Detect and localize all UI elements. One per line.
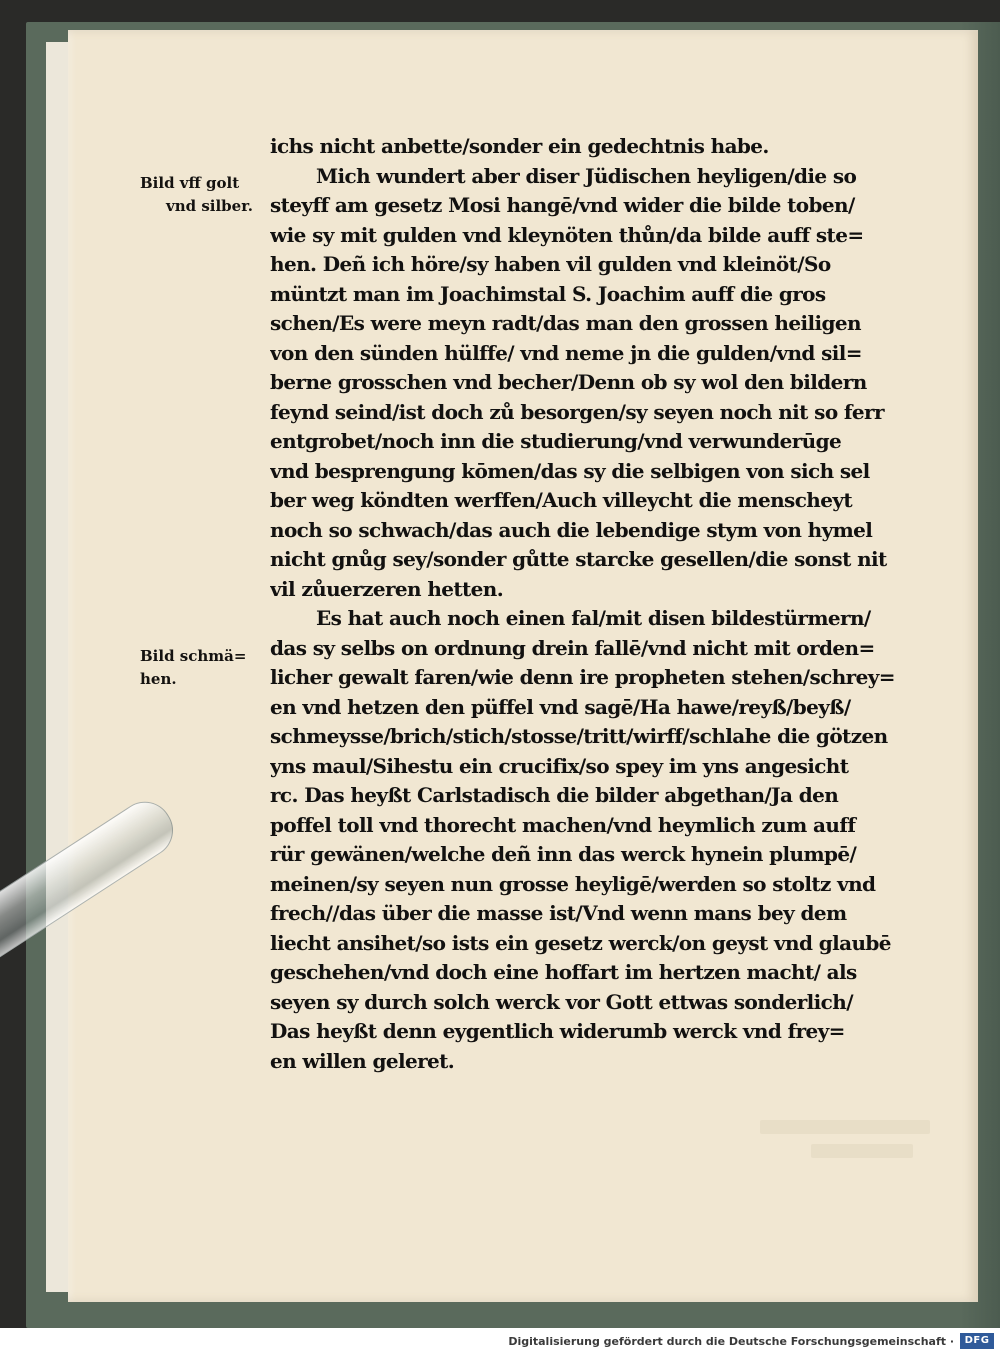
text-line: vnd besprengung kōmen/das sy die selbigen von sich sel [270, 458, 870, 483]
text-line: hen. Deñ ich höre/sy haben vil gulden vnd kleinöt/So [270, 252, 831, 276]
text-line: en willen geleret. [270, 1048, 455, 1073]
text-line: poffel toll vnd thorecht machen/vnd heymlich zum auff [270, 812, 856, 837]
text-line: feynd seind/ist doch zů besorgen/sy seyen noch nit so ferr [270, 399, 884, 424]
text-line: Es hat auch noch einen fal/mit disen bildestürmern/ [316, 606, 871, 630]
text-line: nicht gnůg sey/sonder gůtte starcke gesellen/die sonst nit [270, 547, 887, 571]
text-line: das sy selbs on ordnung drein fallē/vnd nicht mit orden= [270, 635, 875, 660]
text-line: vil zůuerzeren hetten. [270, 576, 504, 601]
margin-note-line: hen. [140, 670, 177, 688]
text-line: müntzt man im Joachimstal S. Joachim auff die gros [270, 281, 826, 306]
text-line: meinen/sy seyen nun grosse heyligē/werden so stoltz vnd [270, 871, 876, 896]
margin-notes [140, 0, 270, 1300]
text-line: noch so schwach/das auch die lebendige stym von hymel [270, 517, 873, 542]
text-line: ichs nicht anbette/sonder ein gedechtnis habe. [270, 134, 769, 158]
text-line: liecht ansihet/so ists ein gesetz werck/on geyst vnd glaubē [270, 930, 891, 955]
text-line: geschehen/vnd doch eine hoffart im hertzen macht/ als [270, 960, 857, 984]
text-line: schmeysse/brich/stich/stosse/tritt/wirff/schlahe die götzen [270, 724, 888, 748]
text-line: wie sy mit gulden vnd kleynöten thůn/da bilde auff ste= [270, 222, 864, 247]
margin-note-line: vnd silber. [166, 197, 253, 215]
text-line: steyff am gesetz Mosi hangē/vnd wider die bilde toben/ [270, 193, 855, 217]
text-line: seyen sy durch solch werck vor Gott ettwas sonderlich/ [270, 989, 853, 1014]
text-line: entgrobet/noch inn die studierung/vnd verwunderūge [270, 429, 842, 453]
footer-bar [0, 1328, 1000, 1356]
margin-note [140, 645, 270, 691]
text-line: rc. Das heyßt Carlstadisch die bilder abgethan/Ja den [270, 783, 839, 807]
text-line: en vnd hetzen den püffel vnd sagē/Ha hawe/reyß/beyß/ [270, 694, 851, 719]
text-line: licher gewalt faren/wie denn ire propheten stehen/schrey= [270, 665, 895, 689]
main-text-block [270, 132, 930, 1076]
text-line: Das heyßt denn eygentlich widerumb werck vnd frey= [270, 1019, 845, 1043]
show-through-line [811, 1144, 913, 1158]
show-through-text [760, 1120, 930, 1180]
margin-note-line: Bild vff golt [140, 174, 240, 192]
funding-credit: Digitalisierung gefördert durch die Deutsche Forschungsgemeinschaft · [508, 1335, 954, 1348]
margin-note-line: Bild schmä= [140, 647, 247, 665]
text-line: yns maul/Sihestu ein crucifix/so spey im yns angesicht [270, 753, 849, 778]
text-line: rür gewänen/welche deñ inn das werck hynein plumpē/ [270, 842, 857, 866]
text-line: frech//das über die masse ist/Vnd wenn mans bey dem [270, 901, 847, 925]
margin-note [140, 172, 270, 218]
text-line: schen/Es were meyn radt/das man den grossen heiligen [270, 311, 861, 335]
text-line: Mich wundert aber diser Jüdischen heyligen/die so [316, 163, 857, 188]
text-line: ber weg köndten werffen/Auch villeycht die menscheyt [270, 488, 853, 512]
dfg-logo: DFG [960, 1333, 994, 1349]
text-line: berne grosschen vnd becher/Denn ob sy wol den bildern [270, 370, 867, 394]
text-line: von den sünden hülffe/ vnd neme jn die gulden/vnd sil= [270, 340, 862, 365]
show-through-line [760, 1120, 930, 1134]
